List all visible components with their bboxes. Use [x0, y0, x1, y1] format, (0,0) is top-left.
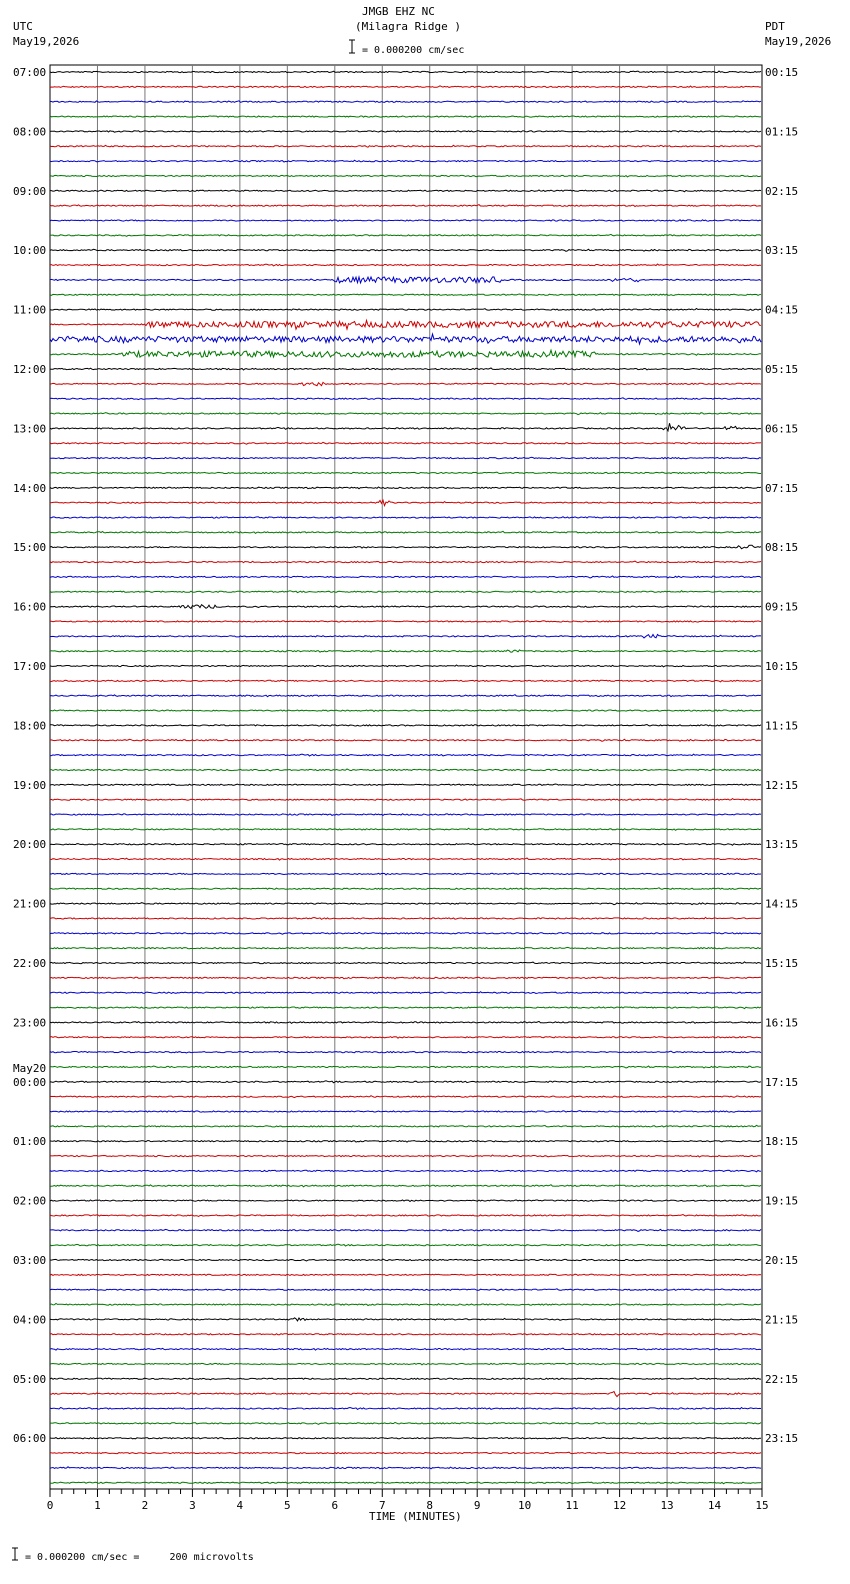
trace-line	[50, 500, 761, 505]
x-tick-label: 12	[612, 1499, 627, 1512]
trace-line	[50, 1125, 761, 1127]
pdt-hour-label: 09:15	[765, 600, 799, 614]
trace-line	[50, 190, 761, 192]
trace-line	[50, 205, 761, 207]
trace-line	[50, 487, 761, 489]
trace-line	[50, 277, 761, 283]
trace-line	[50, 531, 761, 533]
x-tick-label: 0	[46, 1499, 54, 1512]
pdt-hour-label: 22:15	[765, 1372, 799, 1386]
pdt-hour-label: 11:15	[765, 719, 799, 733]
trace-line	[50, 320, 761, 329]
utc-hour-label: 12:00	[13, 363, 47, 376]
utc-hour-label: 08:00	[13, 125, 47, 139]
pdt-hour-label: 18:15	[765, 1135, 799, 1149]
trace-line	[50, 234, 761, 236]
trace-line	[50, 725, 761, 727]
trace-line	[50, 382, 761, 385]
pdt-hour-label: 00:15	[765, 66, 799, 79]
trace-line	[50, 1452, 761, 1453]
calibration-note: = 0.000200 cm/sec = 200 microvolts	[25, 1552, 254, 1563]
trace-line	[50, 828, 761, 830]
trace-line	[50, 175, 761, 177]
trace-line	[50, 858, 761, 860]
x-tick-label: 8	[426, 1499, 434, 1512]
x-tick-label: 5	[284, 1499, 291, 1512]
trace-line	[50, 545, 761, 549]
trace-line	[50, 1051, 761, 1053]
trace-line	[50, 1363, 761, 1365]
x-tick-label: 6	[331, 1499, 339, 1512]
x-axis-title: TIME (MINUTES)	[369, 1510, 462, 1523]
pdt-hour-label: 20:15	[765, 1254, 799, 1267]
trace-line	[50, 932, 761, 934]
pdt-hour-label: 08:15	[765, 541, 799, 555]
trace-line	[50, 917, 761, 919]
trace-line	[50, 561, 761, 563]
utc-hour-label: 21:00	[13, 897, 47, 911]
trace-line	[50, 86, 761, 88]
pdt-hour-label: 12:15	[765, 778, 799, 792]
trace-line	[50, 457, 761, 459]
pdt-hour-label: 23:15	[765, 1432, 799, 1446]
trace-line	[50, 1037, 761, 1039]
trace-line	[50, 472, 761, 474]
trace-line	[50, 814, 761, 816]
trace-line	[50, 131, 761, 132]
utc-hour-label: 07:00	[13, 66, 47, 79]
x-tick-label: 13	[660, 1499, 674, 1512]
pdt-hour-label: 10:15	[765, 660, 799, 673]
trace-line	[50, 1066, 761, 1068]
trace-line	[50, 220, 761, 222]
trace-line	[50, 1318, 761, 1321]
pdt-hour-label: 17:15	[765, 1075, 799, 1089]
x-tick-label: 1	[94, 1499, 101, 1512]
trace-line	[50, 695, 761, 697]
trace-line	[50, 710, 761, 712]
trace-line	[50, 1467, 761, 1469]
pdt-hour-label: 04:15	[765, 303, 799, 317]
trace-line	[50, 888, 761, 890]
x-tick-label: 2	[141, 1499, 149, 1512]
utc-hour-label: 15:00	[13, 541, 47, 555]
trace-line	[50, 413, 761, 415]
utc-date-label: May19,2026	[13, 35, 80, 48]
utc-hour-label: 02:00	[13, 1194, 47, 1208]
pdt-hour-label: 21:15	[765, 1313, 799, 1327]
trace-line	[50, 334, 761, 344]
pdt-hour-label: 02:15	[765, 184, 799, 198]
trace-line	[50, 635, 761, 638]
pdt-hour-label: 05:15	[765, 363, 799, 376]
utc-hour-label: 03:00	[13, 1254, 47, 1267]
x-tick-label: 3	[189, 1499, 196, 1512]
trace-line	[50, 962, 761, 964]
x-tick-label: 14	[707, 1499, 722, 1512]
utc-hour-label: 06:00	[13, 1432, 47, 1446]
pdt-hour-label: 14:15	[765, 897, 799, 911]
utc-zone-label: UTC	[13, 20, 33, 33]
trace-line	[50, 992, 761, 994]
trace-line	[50, 665, 761, 667]
trace-line	[50, 576, 761, 578]
trace-line	[50, 621, 761, 622]
trace-line	[50, 71, 761, 73]
trace-line	[50, 398, 761, 400]
trace-line	[50, 605, 761, 609]
trace-line	[50, 1215, 761, 1217]
trace-line	[50, 739, 761, 741]
utc-hour-label: 00:00	[13, 1075, 47, 1089]
pdt-hour-label: 07:15	[765, 481, 799, 495]
utc-hour-label: 09:00	[13, 184, 47, 198]
trace-line	[50, 799, 761, 801]
station-title: JMGB EHZ NC	[362, 5, 435, 18]
trace-line	[50, 784, 761, 786]
utc-hour-label: 05:00	[13, 1372, 47, 1386]
trace-line	[50, 903, 761, 905]
trace-line	[50, 754, 761, 756]
pdt-hour-label: 19:15	[765, 1194, 799, 1208]
pdt-hour-label: 15:15	[765, 957, 799, 970]
trace-line	[50, 1334, 761, 1335]
trace-line	[50, 1200, 761, 1202]
trace-line	[50, 1229, 761, 1231]
scale-bar-label: = 0.000200 cm/sec	[362, 45, 465, 56]
trace-line	[50, 145, 761, 147]
pdt-hour-label: 03:15	[765, 244, 799, 258]
date-change-label: May20	[13, 1061, 47, 1075]
trace-line	[50, 1021, 761, 1023]
utc-hour-label: 18:00	[13, 719, 47, 733]
trace-line	[50, 294, 761, 295]
trace-line	[50, 591, 761, 593]
trace-line	[50, 442, 761, 444]
station-location: (Milagra Ridge )	[355, 20, 461, 33]
trace-line	[50, 1289, 761, 1291]
trace-line	[50, 1140, 761, 1142]
trace-line	[50, 1437, 761, 1439]
utc-hour-label: 11:00	[13, 303, 47, 317]
pdt-hour-label: 06:15	[765, 422, 799, 436]
trace-line	[50, 368, 761, 370]
trace-line	[50, 1081, 761, 1083]
trace-line	[50, 1408, 761, 1410]
trace-line	[50, 1348, 761, 1350]
utc-hour-label: 16:00	[13, 600, 47, 614]
utc-hour-label: 19:00	[13, 778, 47, 792]
trace-line	[50, 160, 761, 162]
utc-hour-label: 13:00	[13, 422, 47, 436]
trace-line	[50, 1155, 761, 1157]
trace-line	[50, 517, 761, 519]
trace-line	[50, 1482, 761, 1484]
utc-hour-label: 23:00	[13, 1016, 47, 1030]
pdt-hour-label: 16:15	[765, 1016, 799, 1030]
x-tick-label: 9	[473, 1499, 481, 1512]
utc-hour-label: 17:00	[13, 660, 47, 673]
x-tick-label: 15	[755, 1499, 769, 1512]
trace-line	[50, 1244, 761, 1246]
trace-line	[50, 423, 761, 431]
trace-line	[50, 116, 761, 117]
trace-line	[50, 1378, 761, 1380]
trace-line	[50, 1007, 761, 1009]
trace-line	[50, 1185, 761, 1187]
trace-line	[50, 1259, 761, 1261]
trace-line	[50, 1392, 761, 1397]
trace-line	[50, 1170, 761, 1172]
utc-hour-label: 01:00	[13, 1135, 47, 1149]
pdt-zone-label: PDT	[765, 20, 785, 33]
trace-line	[50, 769, 761, 771]
utc-hour-label: 22:00	[13, 957, 47, 970]
trace-line	[50, 1422, 761, 1424]
trace-line	[50, 1111, 761, 1113]
utc-hour-label: 10:00	[13, 244, 47, 258]
trace-line	[50, 1304, 761, 1306]
trace-line	[50, 350, 761, 357]
pdt-date-label: May19,2026	[765, 35, 832, 48]
utc-hour-label: 04:00	[13, 1313, 47, 1327]
x-tick-label: 10	[518, 1499, 532, 1512]
trace-line	[50, 650, 761, 652]
trace-line	[50, 680, 761, 682]
utc-hour-label: 20:00	[13, 838, 47, 852]
trace-line	[50, 309, 761, 311]
x-tick-label: 7	[378, 1499, 386, 1512]
trace-line	[50, 1274, 761, 1275]
trace-line	[50, 977, 761, 979]
trace-line	[50, 1096, 761, 1098]
trace-line	[50, 101, 761, 103]
trace-line	[50, 947, 761, 948]
pdt-hour-label: 13:15	[765, 838, 799, 852]
trace-line	[50, 873, 761, 875]
trace-line	[50, 249, 761, 251]
trace-line	[50, 843, 761, 845]
x-tick-label: 4	[236, 1499, 244, 1512]
utc-hour-label: 14:00	[13, 481, 47, 495]
trace-line	[50, 264, 761, 266]
pdt-hour-label: 01:15	[765, 125, 799, 139]
x-tick-label: 11	[565, 1499, 579, 1512]
